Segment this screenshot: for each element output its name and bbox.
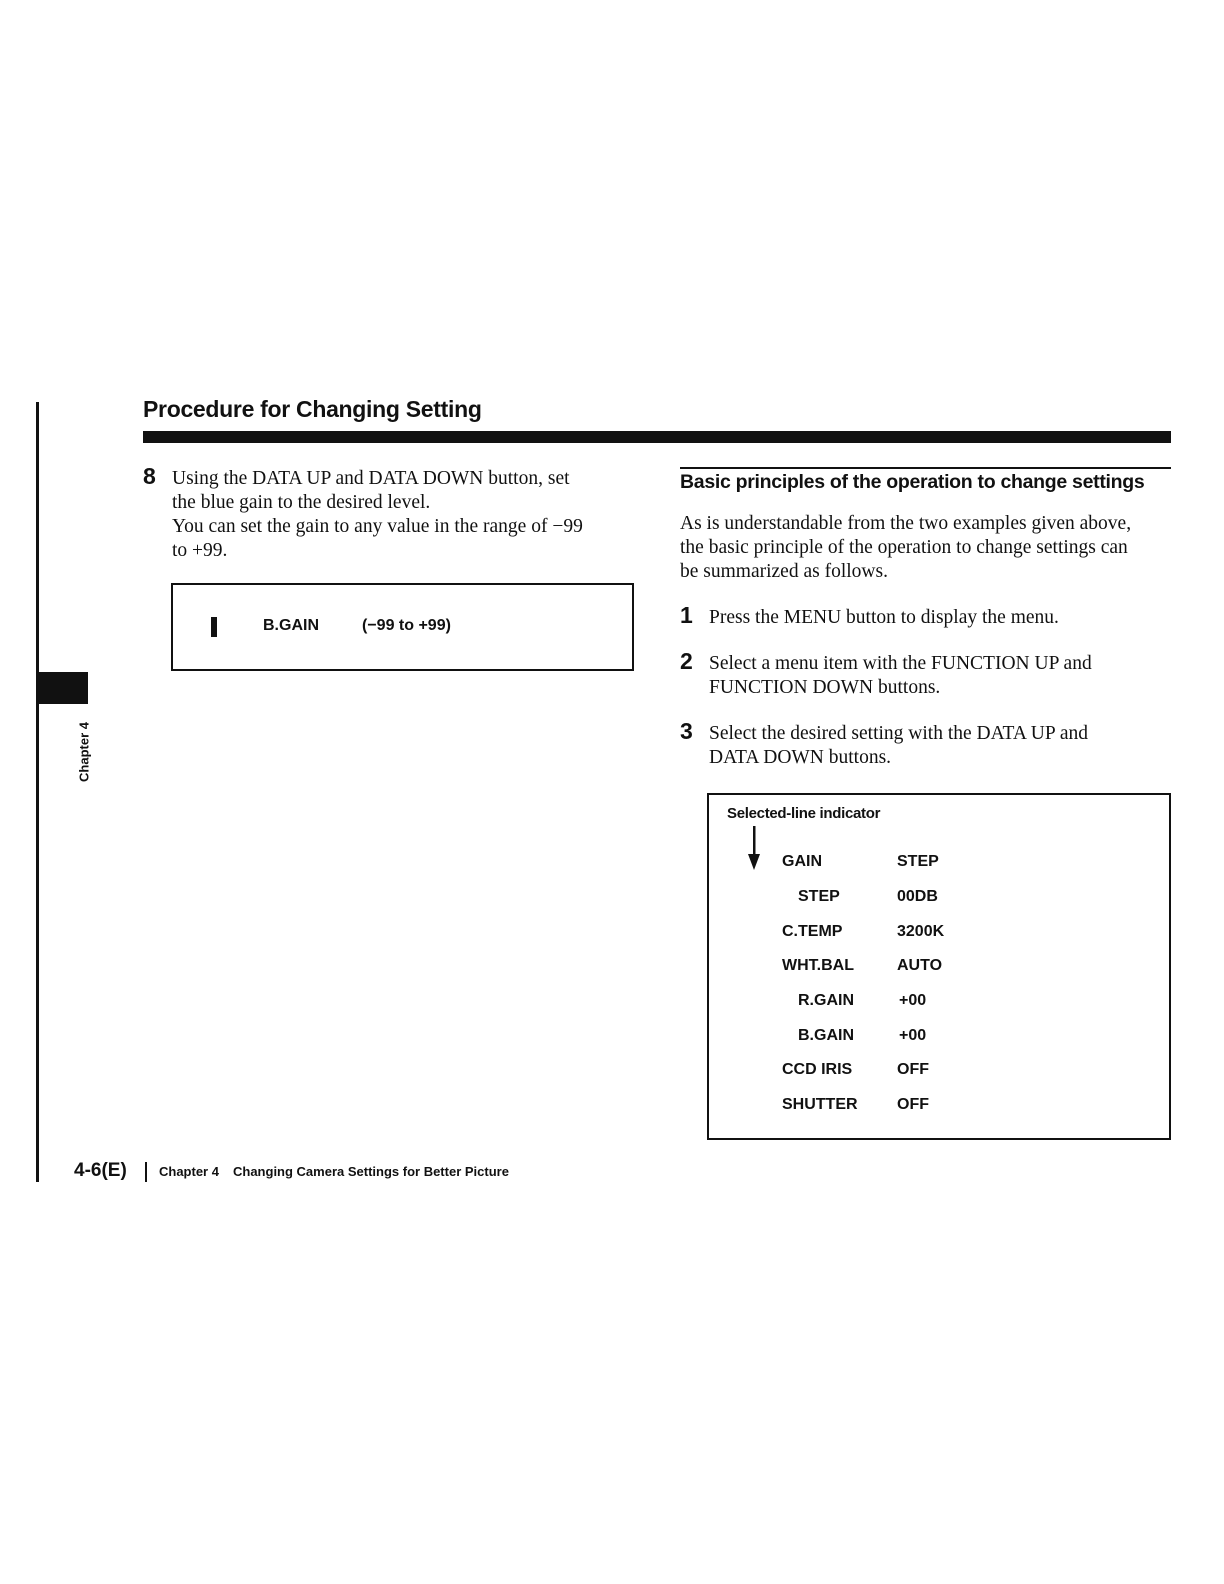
- intro-line: the basic principle of the operation to change settings can: [680, 537, 1128, 558]
- section-title: Procedure for Changing Setting: [143, 396, 482, 422]
- step-text-line: DATA DOWN buttons.: [709, 747, 892, 768]
- principles-intro: [680, 512, 1172, 584]
- selected-line-marker: [211, 617, 217, 637]
- step-number: 3: [680, 718, 693, 744]
- menu-item-whtbal: WHT.BAL: [782, 957, 854, 974]
- left-margin-rule: [36, 402, 39, 1182]
- step-text-line: Select the desired setting with the DATA UP and: [709, 723, 1088, 744]
- menu-value: OFF: [897, 1061, 929, 1078]
- step-number: 8: [143, 463, 156, 489]
- footer-chapter: Chapter 4: [159, 1164, 219, 1179]
- menu-value: OFF: [897, 1096, 929, 1113]
- footer-chapter-title: Changing Camera Settings for Better Picture: [233, 1164, 509, 1179]
- display-item-label: B.GAIN: [263, 617, 319, 634]
- menu-item-shutter: SHUTTER: [782, 1096, 858, 1113]
- step-text-line: the blue gain to the desired level.: [172, 492, 431, 513]
- selected-line-indicator-label: Selected-line indicator: [727, 805, 881, 822]
- menu-value: +00: [899, 992, 927, 1009]
- step-text: [709, 652, 1169, 700]
- chapter-tab-marker: [36, 672, 88, 704]
- step-number: 2: [680, 648, 693, 674]
- footer-divider: [145, 1162, 147, 1182]
- menu-item-ccd-iris: CCD IRIS: [782, 1061, 853, 1078]
- menu-value: 00DB: [897, 888, 938, 905]
- intro-line: As is understandable from the two examples given above,: [680, 513, 1132, 534]
- menu-value: AUTO: [897, 957, 943, 974]
- step-text-line: Select a menu item with the FUNCTION UP and: [709, 653, 1092, 674]
- step-text-line: Press the MENU button to display the menu.: [709, 607, 1059, 628]
- menu-value: STEP: [897, 853, 939, 870]
- page-number: 4-6(E): [74, 1160, 127, 1181]
- step-text: [709, 722, 1169, 770]
- step-number: 1: [680, 602, 693, 628]
- step-text: [709, 606, 1169, 630]
- step-text-line: to +99.: [172, 540, 228, 561]
- menu-item-rgain: R.GAIN: [798, 992, 854, 1009]
- step-text: [172, 467, 632, 563]
- intro-line: be summarized as follows.: [680, 561, 888, 582]
- step-text-line: Using the DATA UP and DATA DOWN button, set: [172, 468, 570, 489]
- menu-item-step: STEP: [798, 888, 840, 905]
- step-text-line: FUNCTION DOWN buttons.: [709, 677, 941, 698]
- title-rule: [143, 431, 1171, 443]
- menu-item-bgain: B.GAIN: [798, 1027, 854, 1044]
- heading-rule: [680, 467, 1171, 469]
- menu-value: +00: [899, 1027, 927, 1044]
- step-text-line: You can set the gain to any value in the range of −99: [172, 516, 583, 537]
- menu-item-ctemp: C.TEMP: [782, 923, 843, 940]
- chapter-side-label: Chapter 4: [76, 722, 92, 782]
- menu-item-gain: GAIN: [782, 853, 822, 870]
- principles-heading: Basic principles of the operation to change settings: [680, 471, 1145, 493]
- menu-value: 3200K: [897, 923, 945, 940]
- display-range-label: (−99 to +99): [362, 617, 451, 634]
- down-arrow-icon: [746, 826, 762, 872]
